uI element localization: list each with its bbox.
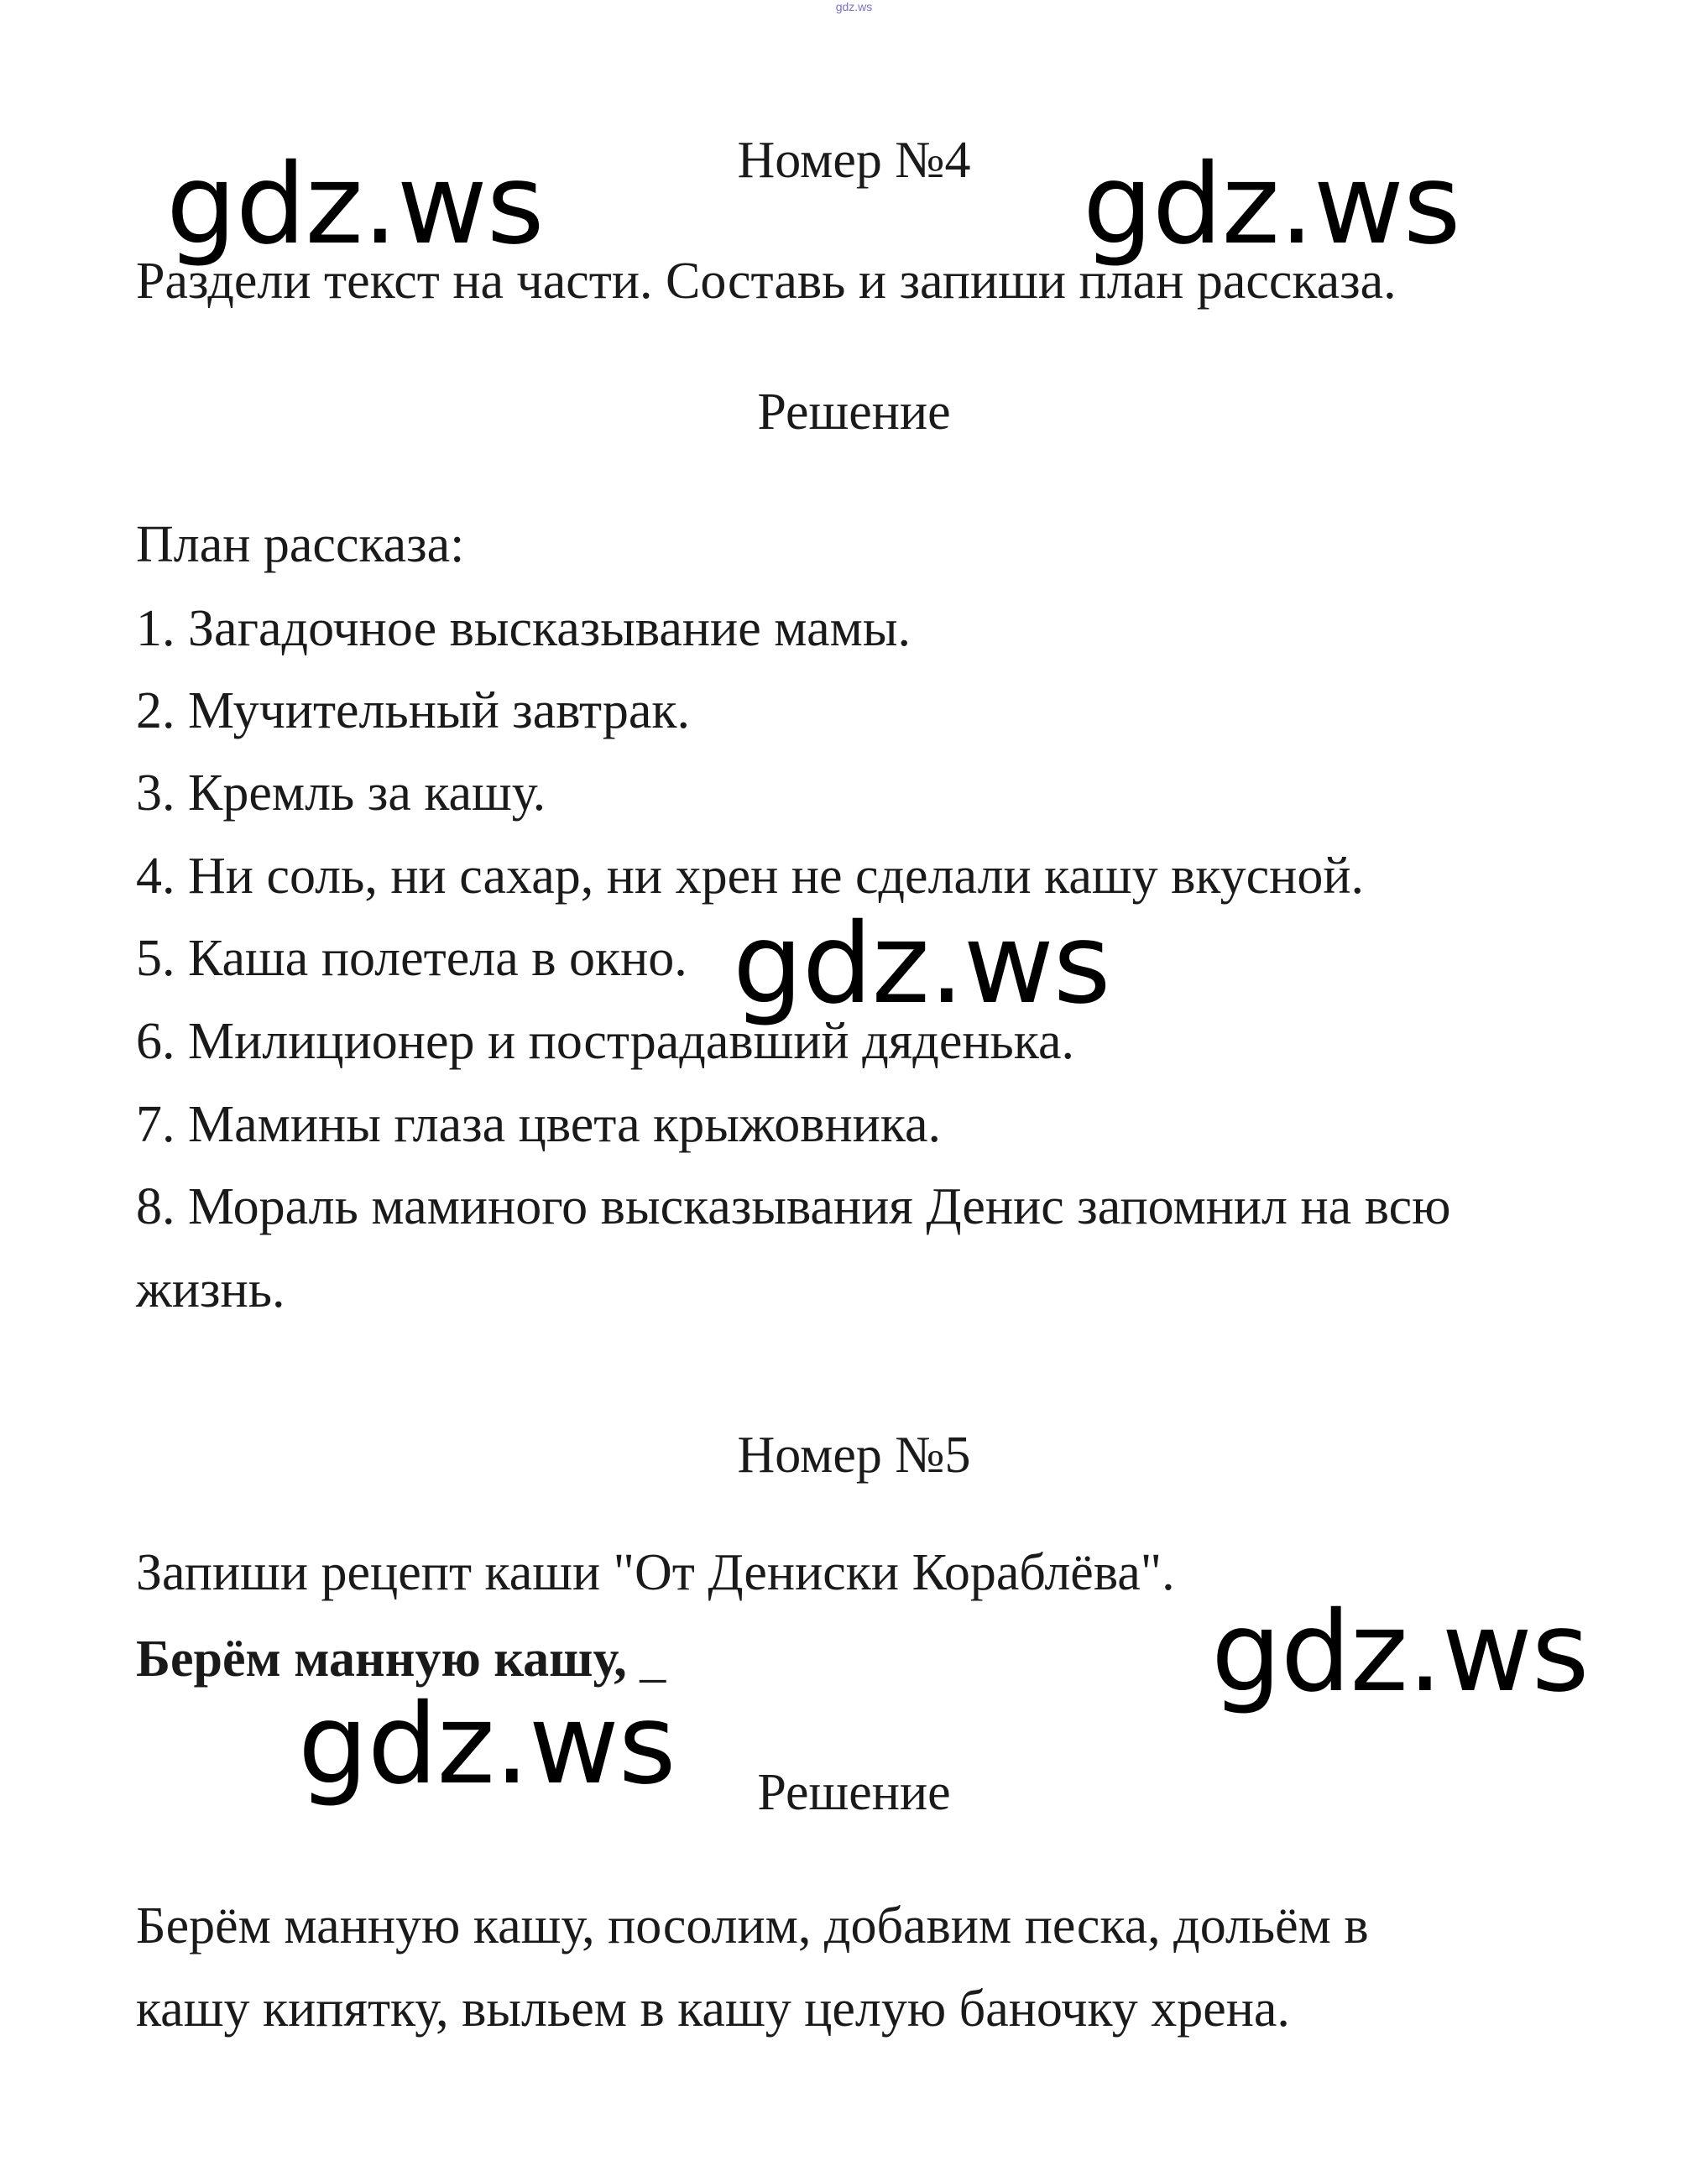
- plan-label: План рассказа:: [136, 516, 465, 573]
- task5-instruction: Запиши рецепт каши "От Дениски Кораблёва".: [136, 1544, 1175, 1601]
- watermark-logo: gdz.ws: [298, 1680, 676, 1809]
- task5-prompt-blank: _: [626, 1631, 666, 1688]
- task5-solution-heading: Решение: [757, 1764, 951, 1821]
- watermark-logo: gdz.ws: [166, 140, 544, 269]
- watermark-logo: gdz.ws: [1083, 140, 1460, 269]
- plan-item: 4. Ни соль, ни сахар, ни хрен не сделали кашу вкусной.: [136, 848, 1365, 905]
- task4-solution-heading: Решение: [757, 384, 951, 441]
- plan-item: 2. Мучительный завтрак.: [136, 682, 691, 739]
- watermark-logo: gdz.ws: [1211, 1588, 1589, 1717]
- plan-item: 6. Милиционер и пострадавший дяденька.: [136, 1013, 1074, 1070]
- top-site-label: gdz.ws: [835, 0, 873, 13]
- task5-title: Номер №5: [737, 1427, 971, 1484]
- plan-item: 5. Каша полетела в окно.: [136, 930, 687, 987]
- task5-prompt-bold: Берём манную кашу,: [136, 1631, 627, 1688]
- watermark-logo: gdz.ws: [733, 900, 1110, 1029]
- plan-item: 7. Мамины глаза цвета крыжовника.: [136, 1096, 942, 1153]
- task4-title: Номер №4: [737, 132, 971, 189]
- answer-line: Берём манную кашу, посолим, добавим песка, дольём в: [136, 1897, 1369, 1954]
- plan-item: 1. Загадочное высказывание мамы.: [136, 600, 911, 657]
- plan-item: 8. Мораль маминого высказывания Денис запомнил на всю: [136, 1178, 1451, 1235]
- plan-item-continuation: жизнь.: [136, 1261, 285, 1318]
- answer-line: кашу кипятку, выльем в кашу целую баночку хрена.: [136, 1981, 1290, 2038]
- task5-prompt: [136, 1631, 666, 1688]
- task4-instruction: Раздели текст на части. Составь и запиши план рассказа.: [136, 253, 1397, 310]
- plan-item: 3. Кремль за кашу.: [136, 765, 546, 822]
